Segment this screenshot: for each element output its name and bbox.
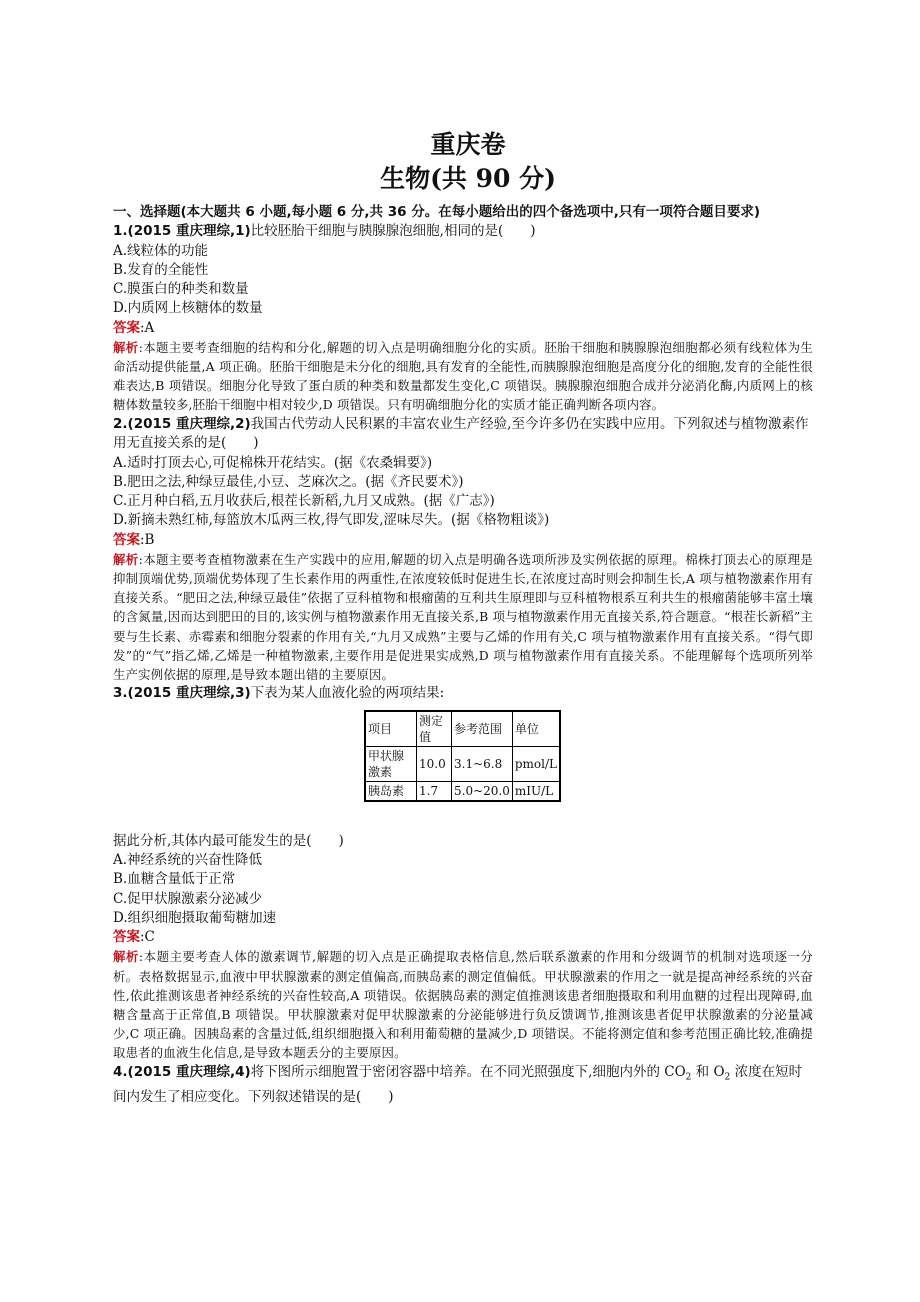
answer-line — [113, 319, 813, 338]
question-text: 下表为某人血液化验的两项结果: — [250, 685, 445, 702]
document-page — [113, 128, 813, 1107]
option-a: A.神经系统的兴奋性降低 — [113, 852, 263, 869]
table-cell: 5.0~20.0 — [452, 781, 513, 801]
question-source: .(2015 重庆理综,2) — [122, 415, 251, 432]
question-source: .(2015 重庆理综,3) — [122, 685, 251, 702]
answer-line — [113, 928, 813, 947]
explanation-label: 解析 — [113, 551, 139, 567]
option-b: B.血糖含量低于正常 — [113, 871, 236, 888]
question-source: .(2015 重庆理综,1) — [122, 223, 251, 239]
subscript: 2 — [685, 1072, 692, 1083]
table-row — [365, 746, 560, 781]
table-header-cell: 项目 — [365, 711, 417, 747]
question-number: 2 — [113, 415, 123, 432]
question-number: 4 — [113, 1063, 123, 1080]
explanation-text: :本题主要考查细胞的结构和分化,解题的切入点是明确细胞分化的实质。胚胎干细胞和胰腺腺泡细胞都必须有线粒体为生命活动提供能量,A 项正确。胚胎干细胞是未分化的细胞,具有发育的全能性,而胰腺腺泡细胞是高度分化的细胞,发育的全能性很难表达,B 项错误。细胞分化导致了蛋白质的种类和数量都发生变化,C 项错误。胰腺腺泡细胞合成并分泌消化酶,内质网上的核糖体数量较多,胚胎干细胞中相对较少,D 项错误。只有明确细胞分化的实质才能正确判断各项内容。 — [113, 339, 813, 413]
option-a: A.适时打顶去心,可促棉株开花结实。(据《农桑辑要》) — [113, 454, 433, 471]
answer-value: :A — [140, 319, 155, 336]
section-heading: 一、选择题(本大题共 6 小题,每小题 6 分,共 36 分。在每小题给出的四个备选项中,只有一项符合题目要求) — [113, 204, 760, 220]
question-2-stem — [113, 415, 813, 454]
table-cell: pmol/L — [512, 746, 560, 781]
answer-line — [113, 531, 813, 550]
option-b: B.发育的全能性 — [113, 261, 209, 278]
table-cell: 1.7 — [417, 781, 452, 801]
table-cell: 3.1~6.8 — [452, 746, 513, 781]
question-3-stem — [113, 684, 813, 704]
table-header-cell: 测定值 — [417, 711, 452, 747]
answer-label: 答案 — [113, 319, 140, 336]
explanation-label: 解析 — [113, 949, 139, 965]
question-text: 将下图所示细胞置于密闭容器中培养。在不同光照强度下,细胞内外的 CO — [250, 1063, 686, 1080]
explanation-text: :本题主要考查人体的激素调节,解题的切入点是正确提取表格信息,然后联系激素的作用和分级调节的机制对选项逐一分析。表格数据显示,血液中甲状腺激素的测定值偏高,而胰岛素的测定值偏低。甲状腺激素的作用之一就是提高神经系统的兴奋性,依此推测该患者神经系统的兴奋性较高,A 项错误。依据胰岛素的测定值推测该患者细胞摄取和利用血糖的过程出现障碍,血糖含量高于正常值,B 项错误。甲状腺激素对促甲状腺激素的分泌能够进行负反馈调节,推测该患者促甲状腺激素的分泌量减少,C 项正确。因胰岛素的含量过低,组织细胞摄入和利用葡萄糖的量减少,D 项错误。不能将测定值和参考范围正确比较,准确提取患者的血液生化信息,是导致本题丢分的主要原因。 — [113, 949, 813, 1061]
question-4-stem — [113, 1063, 813, 1108]
explanation-label: 解析 — [113, 339, 139, 355]
lab-table-wrapper — [364, 710, 813, 802]
question-3-followup: 据此分析,其体内最可能发生的是( ) — [113, 832, 344, 849]
paper-subtitle: 生物(共 90 分) — [380, 164, 556, 193]
question-text: 我国古代劳动人民积累的丰富农业生产经验,至今许多仍在实践中应用。下列叙述与植物激素作用无直接关系的是( ) — [113, 415, 809, 451]
lab-results-table — [364, 710, 561, 802]
answer-value: :B — [140, 531, 155, 548]
table-cell: 10.0 — [417, 746, 452, 781]
question-1-stem — [113, 222, 813, 242]
paper-title: 重庆卷 — [430, 130, 506, 159]
explanation — [113, 338, 813, 415]
question-source: .(2015 重庆理综,4) — [122, 1063, 251, 1080]
question-text: 比较胚胎干细胞与胰腺腺泡细胞,相同的是( ) — [250, 223, 536, 239]
option-d: D.新摘未熟红柿,每篮放木瓜两三枚,得气即发,涩味尽失。(据《格物粗谈》) — [113, 512, 550, 529]
option-d: D.组织细胞摄取葡萄糖加速 — [113, 910, 277, 926]
table-header-row — [365, 711, 560, 747]
option-c: C.促甲状腺激素分泌减少 — [113, 890, 263, 907]
explanation — [113, 947, 813, 1062]
answer-label: 答案 — [113, 531, 140, 548]
option-b: B.肥田之法,种绿豆最佳,小豆、芝麻次之。(据《齐民要术》) — [113, 473, 464, 490]
question-number: 3 — [113, 685, 123, 702]
explanation-text: :本题主要考查植物激素在生产实践中的应用,解题的切入点是明确各选项所涉及实例依据的原理。棉株打顶去心的原理是抑制顶端优势,顶端优势体现了生长素作用的两重性,在浓度较低时促进生长,在浓度过高时则会抑制生长,A 项与植物激素作用有直接关系。“肥田之法,种绿豆最佳”依据了豆科植物和根瘤菌的互利共生原理即与豆科植物根系互利共生的根瘤菌能够丰富土壤的含氮量,因而达到肥田的目的,该实例与植物激素作用无直接关系,B 项与植物激素作用无直接关系,符合题意。“根茬长新稻”主要与生长素、赤霉素和细胞分裂素的作用有关,“九月又成熟”主要与乙烯的作用有关,C 项与植物激素作用有直接关系。“得气即发”的“气”指乙烯,乙烯是一种植物激素,主要作用是促进果实成熟,D 项与植物激素作用有直接关系。不能理解每个选项所列举生产实例依据的原理,是导致本题出错的主要原因。 — [113, 551, 813, 682]
option-a: A.线粒体的功能 — [113, 242, 209, 259]
option-c: C.膜蛋白的种类和数量 — [113, 281, 249, 298]
question-number: 1 — [113, 223, 123, 239]
table-cell: mIU/L — [512, 781, 560, 801]
table-header-cell: 单位 — [512, 711, 560, 747]
table-cell: 胰岛素 — [365, 781, 417, 801]
question-text: 浓度在短时间内发生了相应变化。下列叙述错误的是( ) — [113, 1063, 803, 1105]
table-row — [365, 781, 560, 801]
table-header-cell: 参考范围 — [452, 711, 513, 747]
option-c: C.正月种白稻,五月收获后,根茬长新稻,九月又成熟。(据《广志》) — [113, 493, 495, 510]
answer-label: 答案 — [113, 929, 140, 946]
explanation — [113, 550, 813, 684]
option-d: D.内质网上核糖体的数量 — [113, 300, 263, 317]
subscript: 2 — [724, 1072, 731, 1083]
answer-value: :C — [140, 929, 155, 946]
table-cell: 甲状腺激素 — [365, 746, 417, 781]
question-text: 和 O — [691, 1063, 725, 1080]
